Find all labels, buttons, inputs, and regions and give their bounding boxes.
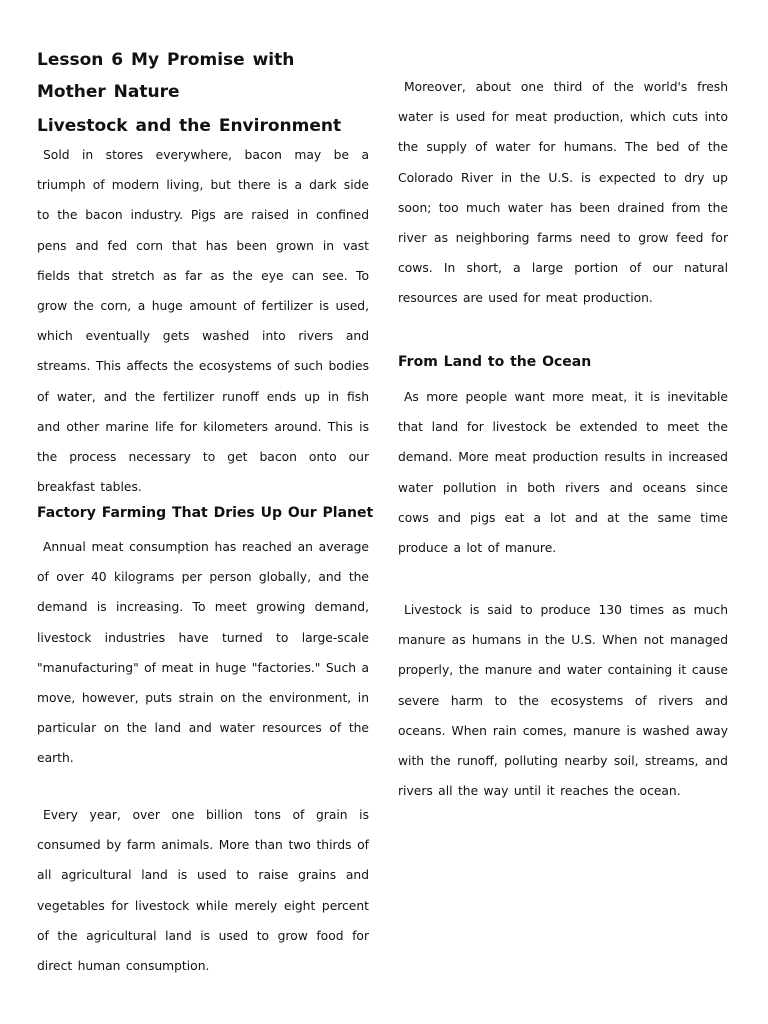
- paragraph-more-meat: As more people want more meat, it is inevitable that land for livestock be extended to meet the demand. More meat production results in increased water pollution in both rivers and oceans since cows and pigs eat a lot and at the same time produce a lot of manure.: [398, 390, 728, 556]
- paragraph-meat-consumption: Annual meat consumption has reached an average of over 40 kilograms per person globally, and the demand is increasing. To meet growing demand, livestock industries have turned to large-scale "manufacturing" of meat in huge "factories." Such a move, however, puts strain on the environment, in particular on the land and water resources of the earth.: [37, 540, 369, 766]
- paragraph-manure: Livestock is said to produce 130 times as much manure as humans in the U.S. When not managed properly, the manure and water containing it cause severe harm to the ecosystems of rivers and oceans. When rain comes, manure is washed away with the runoff, polluting nearby soil, streams, and rivers all the way until it reaches the ocean.: [398, 603, 728, 799]
- lesson-title: Lesson 6 My Promise with Mother Nature: [37, 50, 295, 102]
- paragraph-grain: Every year, over one billion tons of grain is consumed by farm animals. More than two thirds of all agricultural land is used to raise grains and vegetables for livestock while merely eight percent of the agricultural land is used to grow food for direct human consumption.: [37, 808, 369, 974]
- heading-factory-farming: Factory Farming That Dries Up Our Planet: [37, 505, 374, 521]
- section-title: Livestock and the Environment: [37, 116, 342, 136]
- paragraph-bacon: Sold in stores everywhere, bacon may be a triumph of modern living, but there is a dark side to the bacon industry. Pigs are raised in confined pens and fed corn that has been grown in vast fields that stretch as far as the eye can see. To grow the corn, a huge amount of fertilizer is used, which eventually gets washed into rivers and streams. This affects the ecosystems of such bodies of water, and the fertilizer runoff ends up in fish and other marine life for kilometers around. This is the process necessary to get bacon onto our breakfast tables.: [37, 148, 369, 495]
- paragraph-fresh-water: Moreover, about one third of the world's fresh water is used for meat production, which cuts into the supply of water for humans. The bed of the Colorado River in the U.S. is expected to dry up soon; too much water has been drained from the river as neighboring farms need to grow feed for cows. In short, a large portion of our natural resources are used for meat production.: [398, 80, 728, 306]
- heading-land-to-ocean: From Land to the Ocean: [398, 354, 592, 370]
